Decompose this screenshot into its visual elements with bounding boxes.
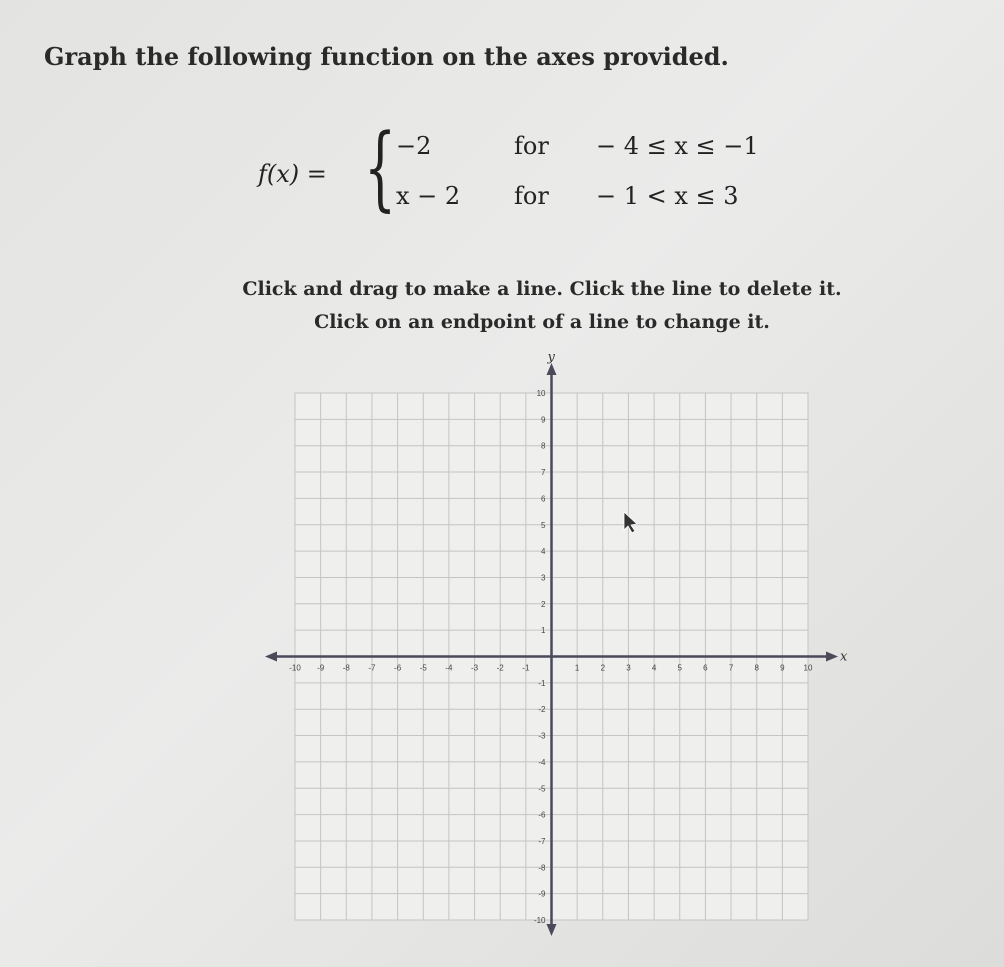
y-tick-label: 6 — [541, 494, 546, 504]
x-tick-label: -5 — [419, 663, 427, 673]
y-axis-arrow-down — [547, 924, 557, 936]
piece-expression: x − 2 — [396, 182, 461, 210]
piece-for: for — [514, 132, 549, 160]
y-tick-label: -1 — [538, 678, 546, 688]
y-tick-label: -3 — [538, 731, 546, 741]
y-tick-label: -9 — [538, 889, 546, 899]
x-tick-label: 9 — [780, 663, 785, 673]
function-lhs: f(x) = — [258, 160, 327, 188]
y-tick-label: -2 — [538, 705, 546, 715]
y-tick-label: 10 — [536, 389, 546, 398]
piece-for: for — [514, 182, 549, 210]
y-tick-label: -7 — [538, 836, 546, 846]
y-tick-label: 2 — [541, 599, 546, 609]
y-axis-label: y — [547, 350, 555, 365]
x-tick-label: 4 — [651, 663, 657, 673]
x-tick-label: -6 — [394, 663, 402, 673]
x-tick-label: -8 — [342, 663, 350, 673]
y-tick-label: 3 — [541, 573, 546, 583]
y-tick-label: -8 — [538, 863, 546, 873]
x-axis-arrow-left — [265, 652, 277, 662]
x-axis-arrow-right — [826, 652, 838, 662]
y-tick-label: -10 — [533, 916, 546, 925]
x-tick-label: -4 — [445, 663, 453, 673]
x-tick-label: 1 — [574, 663, 580, 673]
y-tick-label: -4 — [538, 757, 546, 767]
y-tick-label: 1 — [541, 626, 546, 636]
x-tick-label: 5 — [677, 663, 682, 673]
y-tick-label: 4 — [541, 547, 546, 557]
x-tick-label: -9 — [317, 663, 325, 673]
y-tick-label: 7 — [541, 468, 546, 478]
x-axis-label: x — [840, 649, 848, 665]
x-tick-label: 3 — [626, 663, 631, 673]
x-tick-label: -1 — [522, 663, 530, 673]
x-tick-label: -7 — [368, 663, 376, 673]
x-tick-label: 8 — [754, 663, 759, 673]
x-tick-label: -3 — [470, 663, 479, 673]
x-tick-label: 7 — [728, 663, 734, 673]
question-prompt: Graph the following function on the axes provided. — [44, 42, 729, 71]
y-tick-label: 5 — [541, 520, 546, 530]
instruction-line: Click on an endpoint of a line to change it. — [314, 311, 770, 333]
y-tick-label: -6 — [538, 810, 546, 820]
instruction-line: Click and drag to make a line. Click the line to delete it. — [242, 278, 842, 300]
brace-symbol: { — [364, 114, 397, 221]
piece-expression: −2 — [396, 132, 432, 160]
y-tick-label: -5 — [538, 784, 546, 794]
x-tick-label: -10 — [289, 663, 301, 673]
x-tick-label: 10 — [803, 663, 813, 673]
x-tick-label: 2 — [600, 663, 606, 673]
piece-condition: − 4 ≤ x ≤ −1 — [596, 132, 759, 160]
x-tick-label: -2 — [496, 663, 504, 673]
x-tick-label: 6 — [703, 663, 708, 673]
y-tick-label: 9 — [541, 415, 546, 425]
y-tick-label: 8 — [541, 441, 546, 451]
piece-condition: − 1 < x ≤ 3 — [596, 182, 739, 210]
